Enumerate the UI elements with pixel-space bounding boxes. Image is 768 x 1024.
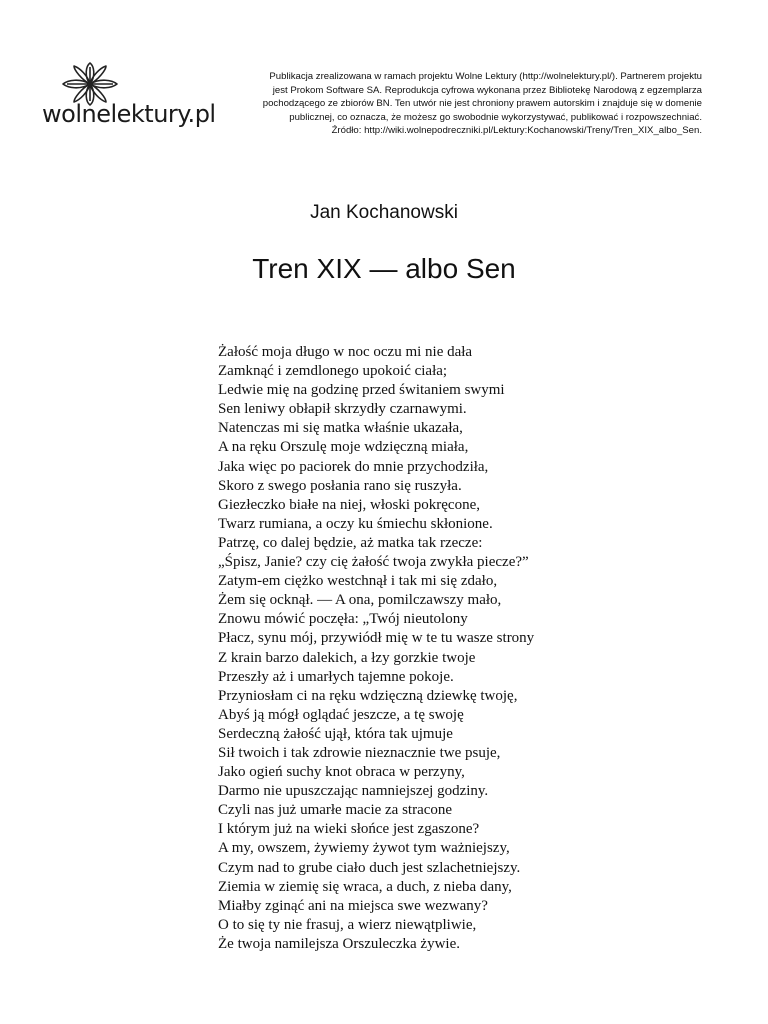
notice-line: pochodzącego ze zbiorów BN. Ten utwór nie jest chroniony prawem autorskim i znajduje się w domenie [262, 98, 702, 110]
poem-line: Zatym-em ciężko westchnął i tak mi się zdało, [218, 573, 498, 590]
poem-line: Natenczas mi się matka właśnie ukazała, [218, 420, 463, 437]
poem-line: Przeszły aż i umarłych tajemne pokoje. [218, 668, 454, 685]
poem-line: A my, owszem, żywiemy żywot tym ważniejszy, [218, 840, 510, 857]
poem-line: I którym już na wieki słońce jest zgaszone? [218, 821, 480, 838]
poem-line: Jaka więc po paciorek do mnie przychodziła, [218, 458, 489, 475]
poem-line: Darmo nie upuszczając namniejszej godziny. [218, 783, 489, 800]
poem-line: Jako ogień suchy knot obraca w perzyny, [218, 764, 465, 781]
poem-line: Ziemia w ziemię się wraca, a duch, z nieba dany, [218, 878, 512, 895]
poem-line: Skoro z swego posłania rano się ruszyła. [218, 477, 462, 494]
poem-line: Sen leniwy obłapił skrzydły czarnawymi. [218, 401, 467, 418]
poem-line: A na ręku Orszulę moje wdzięczną miała, [218, 439, 469, 456]
publication-notice [220, 70, 702, 138]
poem-line: Przyniosłam ci na ręku wdzięczną dziewkę twoję, [218, 687, 518, 704]
poem-line: Abyś ją mógł oglądać jeszcze, a tę swoję [218, 706, 464, 723]
logo-text: wolnelektury.pl [42, 100, 216, 128]
poem-line: Ledwie mię na godzinę przed świtaniem swymi [218, 382, 505, 399]
poem-line: Płacz, synu mój, przywiódł mię w te tu wasze strony [218, 630, 535, 647]
poem-line: Giezłeczko białe na niej, włoski pokręcone, [218, 496, 480, 513]
notice-line: Publikacja zrealizowana w ramach projektu Wolne Lektury (http://wolnelektury.pl/). Partnerem projektu [269, 71, 702, 82]
notice-line: jest Prokom Software SA. Reprodukcja cyfrowa wykonana przez Bibliotekę Narodową z egzemplarza [272, 84, 702, 96]
notice-line: publicznej, co oznacza, że możesz go swobodnie wykorzystywać, publikować i rozpowszechniać. [289, 111, 702, 123]
notice-line: Źródło: http://wiki.wolnepodreczniki.pl/Lektury:Kochanowski/Treny/Tren_XIX_albo_Sen. [331, 125, 702, 137]
author-name: Jan Kochanowski [310, 202, 458, 223]
poem-line: Czyli nas już umarłe macie za stracone [218, 802, 453, 819]
wolnelektury-logo [42, 62, 222, 142]
poem-line: Twarz rumiana, a oczy ku śmiechu skłonione. [218, 515, 493, 532]
poem-line: Miałby zginąć ani na miejsca swe wezwany? [218, 897, 488, 914]
poem-line: Sił twoich i tak zdrowie nieznacznie twe psuje, [218, 744, 501, 761]
poem-line: Żem się ocknął. — A ona, pomilczawszy mało, [218, 592, 502, 609]
poem-line: Patrzę, co dalej będzie, aż matka tak rzecze: [218, 534, 483, 551]
poem-line: Serdeczną żałość ujął, która tak ujmuje [218, 725, 453, 742]
poem-body [218, 343, 534, 954]
poem-line: „Śpisz, Janie? czy cię żałość twoja zwykła piecze?” [218, 554, 529, 571]
poem-title: Tren XIX — albo Sen [252, 253, 516, 284]
poem-line: Żałość moja długo w noc oczu mi nie dała [218, 344, 473, 360]
poem-line: Znowu mówić poczęła: „Twój nieutolony [218, 611, 468, 628]
poem-line: Że twoja namilejsza Orszuleczka żywie. [218, 935, 460, 952]
poem-line: Z krain barzo dalekich, a łzy gorzkie twoje [218, 649, 476, 666]
poem-line: O to się ty nie frasuj, a wierz niewątpliwie, [218, 916, 477, 933]
poem-line: Czym nad to grube ciało duch jest szlachetniejszy. [218, 859, 521, 876]
poem-line: Zamknąć i zemdlonego upokoić ciała; [218, 363, 448, 380]
